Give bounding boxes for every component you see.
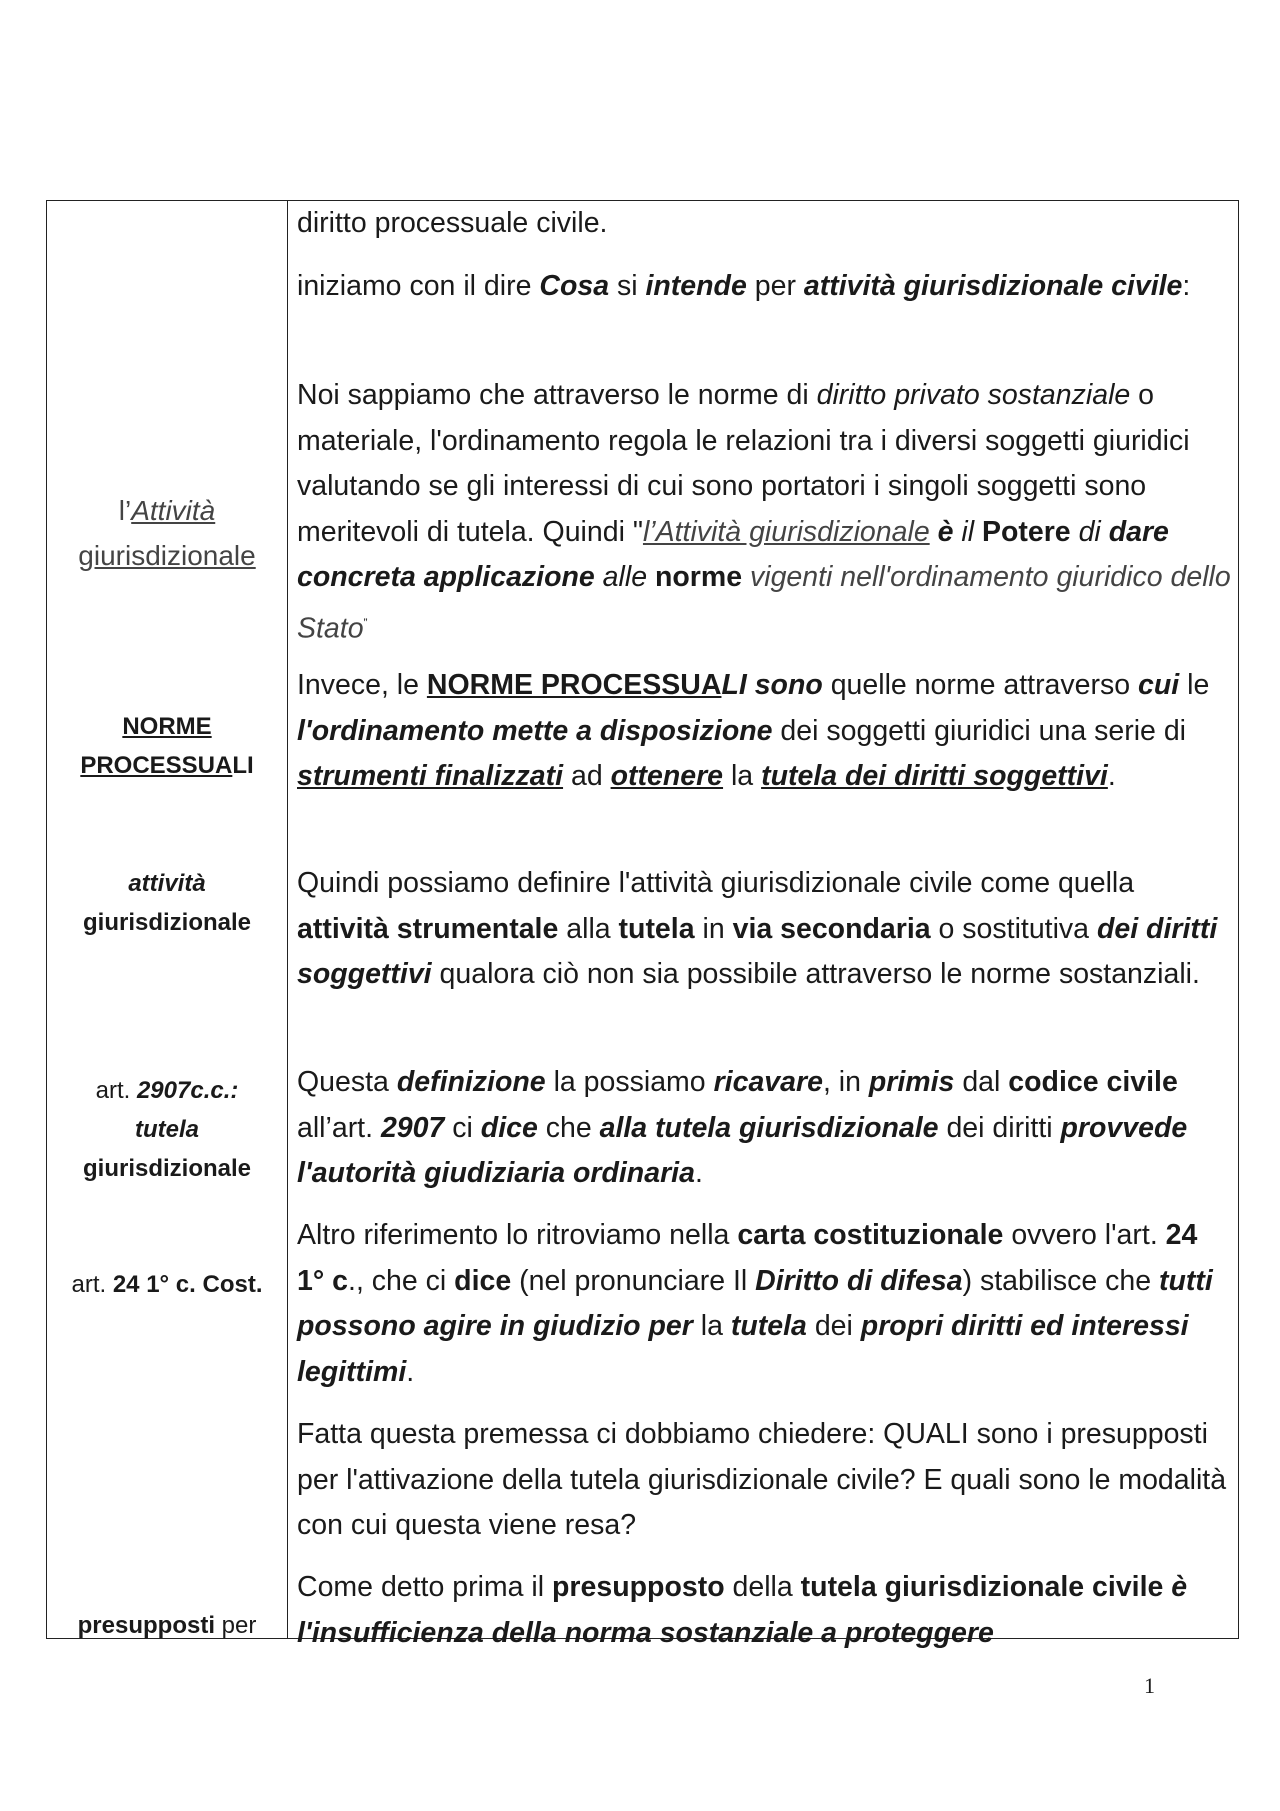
margin-note-art-24: art. 24 1° c. Cost. bbox=[71, 1271, 263, 1298]
notes-table bbox=[46, 200, 1239, 1649]
margin-note-attivita: l’Attività giurisdizionale bbox=[78, 495, 256, 571]
paragraph-diritto-privato: Noi sappiamo che attraverso le norme di diritto privato sostanziale o materiale, l'ordinamento regola le relazioni tra i diversi soggetti giuridici valutando se gli interessi di cui sono portatori i singoli soggetti sono meritevoli di tutela. Quindi "l’Attività giurisdizionale è il Potere di dare concreta applicazione alle norme vigenti nell'ordinamento giuridico dello Stato” bbox=[297, 379, 1231, 644]
paragraph-definizione: Quindi possiamo definire l'attività giurisdizionale civile come quella attività strumentale alla tutela in via secondaria o sostitutiva dei diritti soggettivi qualora ciò non sia possibile attraverso le norme sostanziali. bbox=[297, 867, 1218, 990]
paragraph-intro: diritto processuale civile. bbox=[297, 207, 608, 239]
paragraph-norme-processuali: Invece, le NORME PROCESSUALI sono quelle norme attraverso cui le l'ordinamento mette a disposizione dei soggetti giuridici una serie di strumenti finalizzati ad ottenere la tutela dei diritti soggettivi. bbox=[297, 669, 1210, 792]
paragraph-art-2907: Questa definizione la possiamo ricavare, in primis dal codice civile all’art. 2907 ci dice che alla tutela giurisdizionale dei diritti provvede l'autorità giudiziaria ordinaria. bbox=[297, 1066, 1188, 1189]
paragraph-presupposto: Come detto prima il presupposto della tutela giurisdizionale civile è l'insufficienza della norma sostanziale a proteggere bbox=[297, 1571, 1188, 1649]
margin-note-norme-processuali: NORME PROCESSUALI bbox=[80, 713, 254, 779]
margin-note-attivita-giurisdizionale: attività giurisdizionale bbox=[82, 870, 252, 936]
margin-note-presupposti: presupposti per bbox=[77, 1612, 257, 1639]
page-number: 1 bbox=[1144, 1673, 1155, 1698]
paragraph-art-24: Altro riferimento lo ritroviamo nella carta costituzionale ovvero l'art. 24 1° c., che ci dice (nel pronunciare Il Diritto di difesa) stabilisce che tutti possono agire in giudizio per la tutela dei propri diritti ed interessi legittimi. bbox=[297, 1219, 1213, 1388]
paragraph-cosa-si-intende: iniziamo con il dire Cosa si intende per attività giurisdizionale civile: bbox=[297, 270, 1191, 302]
margin-note-art-2907: art. 2907c.c.: tutela giurisdizionale bbox=[82, 1077, 252, 1182]
paragraph-premessa: Fatta questa premessa ci dobbiamo chiedere: QUALI sono i presupposti per l'attivazione della tutela giurisdizionale civile? E quali sono le modalità con cui questa viene resa? bbox=[297, 1418, 1227, 1541]
column-divider bbox=[287, 201, 288, 1638]
